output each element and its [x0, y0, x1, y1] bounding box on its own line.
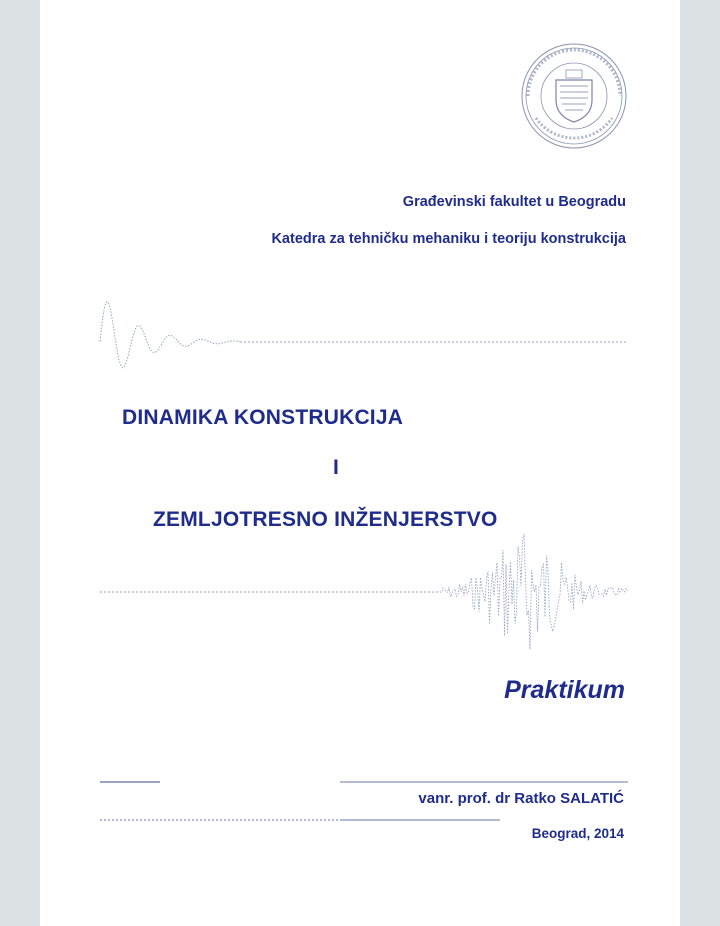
author: vanr. prof. dr Ratko SALATIĆ: [418, 790, 624, 807]
damped-wave-trace: [100, 302, 240, 368]
university-seal-icon: [518, 40, 630, 152]
cover-page: [40, 0, 680, 926]
quake-wave-trace: [440, 534, 628, 649]
title-line-2: I: [333, 456, 340, 479]
subtitle: Praktikum: [504, 676, 625, 704]
department-name: Katedra za tehničku mehaniku i teoriju konstrukcija: [271, 231, 626, 247]
place-and-year: Beograd, 2014: [531, 826, 624, 841]
title-line-1: DINAMIKA KONSTRUKCIJA: [122, 406, 404, 429]
title-line-3: ZEMLJOTRESNO INŽENJERSTVO: [153, 508, 498, 531]
faculty-name: Građevinski fakultet u Beogradu: [402, 194, 626, 210]
